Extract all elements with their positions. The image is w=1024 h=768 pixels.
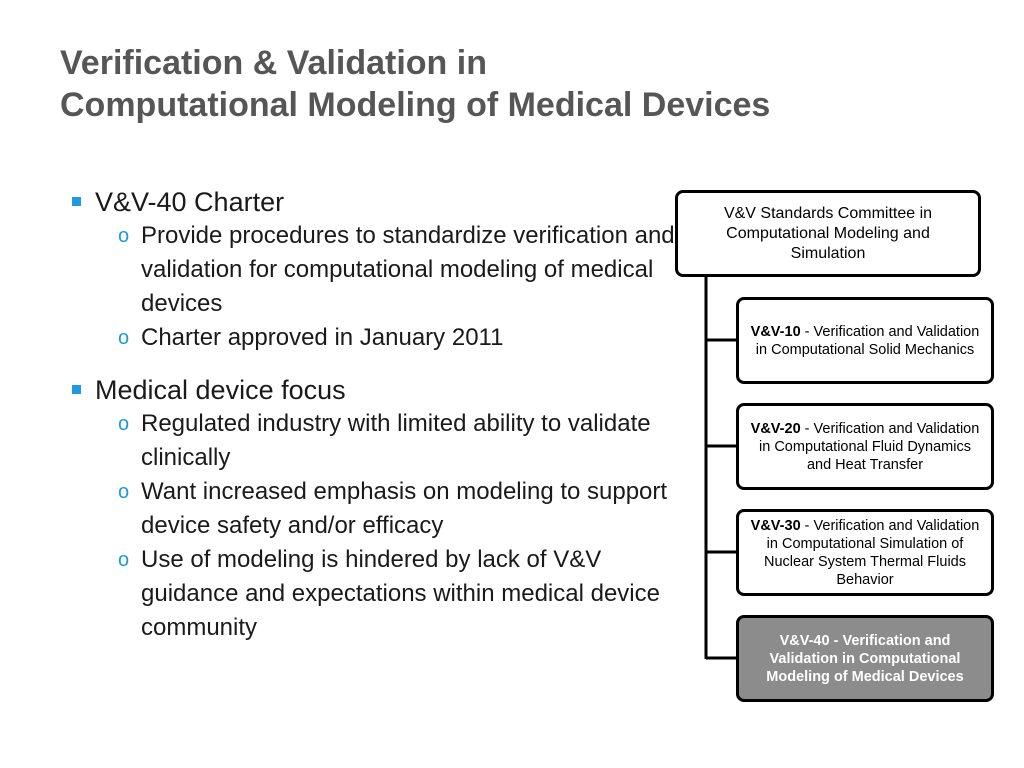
circle-bullet-icon: o xyxy=(118,549,130,571)
standard-description: - Verification and Validation in Computational Solid Mechanics xyxy=(755,323,980,358)
org-chart-box-vv10 xyxy=(736,297,994,384)
box-text xyxy=(749,632,981,686)
circle-bullet-icon: o xyxy=(118,481,130,503)
org-chart-box-vv30 xyxy=(736,509,994,596)
root-box-text: V&V Standards Committee in Computational Modeling and Simulation xyxy=(723,204,933,262)
org-chart-box-vv20 xyxy=(736,403,994,490)
sub-bullet-text: Use of modeling is hindered by lack of V&V guidance and expectations within medical device community xyxy=(141,546,660,641)
standard-code: V&V-30 xyxy=(750,517,801,534)
sub-bullet-text: Want increased emphasis on modeling to support device safety and/or efficacy xyxy=(141,478,668,539)
circle-bullet-icon: o xyxy=(118,327,130,349)
box-text xyxy=(749,420,981,474)
sub-bullet-text: Charter approved in January 2011 xyxy=(141,324,504,351)
circle-bullet-icon: o xyxy=(118,225,130,247)
circle-bullet-icon: o xyxy=(118,413,130,435)
bullet-text: V&V-40 Charter xyxy=(95,187,285,217)
box-text xyxy=(749,323,981,359)
slide-title-line-2: Computational Modeling of Medical Devices xyxy=(60,86,771,124)
org-chart-box-vv40-highlighted xyxy=(736,615,994,702)
slide-title-line-1: Verification & Validation in xyxy=(60,44,487,82)
standard-code: V&V-10 xyxy=(750,323,801,340)
standard-code: V&V-40 xyxy=(779,632,830,649)
standard-description: - Verification and Validation in Computational Fluid Dynamics and Heat Transfer xyxy=(759,420,980,473)
org-chart-root-box xyxy=(675,190,981,277)
bullet-text: Medical device focus xyxy=(95,375,346,405)
standard-description: - Verification and Validation in Computational Modeling of Medical Devices xyxy=(766,632,964,685)
standard-code: V&V-20 xyxy=(750,420,801,437)
box-text xyxy=(749,517,981,589)
sub-bullet-text: Provide procedures to standardize verification and validation for computational modeling of medical devices xyxy=(141,222,675,317)
sub-bullet-text: Regulated industry with limited ability to validate clinically xyxy=(141,410,651,471)
standard-description: - Verification and Validation in Computational Simulation of Nuclear System Thermal Fluids Behavior xyxy=(764,517,980,588)
